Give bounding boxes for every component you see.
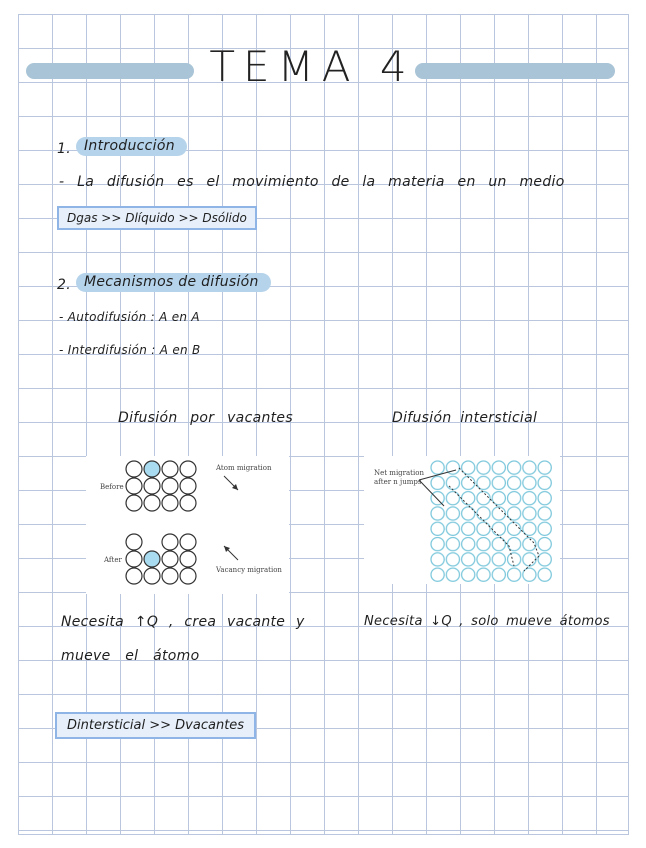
right-figure-note: Necesita ↓Q , solo mueve átomos	[364, 614, 610, 629]
net-migration-label-2: after n jumps	[374, 478, 422, 486]
vacancy-migration-label: Vacancy migration	[216, 566, 282, 574]
section1-text: - La difusión es el movimiento de la materia en un medio	[59, 174, 565, 190]
after-label: After	[104, 556, 122, 564]
before-label: Before	[100, 483, 124, 491]
atom-migration-label: Atom migration	[216, 464, 272, 472]
after-lattice	[126, 534, 196, 584]
section2-number: 2.	[57, 277, 71, 293]
net-migration-label-1: Net migration	[374, 469, 424, 477]
title-bar-right	[415, 63, 615, 79]
page-title: TEMA 4	[209, 42, 415, 91]
left-figure-note-line1: Necesita ↑Q , crea vacante y	[61, 614, 305, 630]
title-bar-left	[26, 63, 194, 79]
section2-item-interdifusion: - Interdifusión : A en B	[59, 343, 201, 357]
section2-heading	[76, 274, 271, 290]
before-lattice	[126, 461, 196, 511]
right-figure-caption: Difusión intersticial	[392, 410, 538, 426]
section1-heading-text: Introducción	[76, 137, 187, 156]
section1-relation-box: Dgas >> Dlíquido >> Dsólido	[57, 206, 257, 230]
left-figure-caption: Difusión por vacantes	[118, 410, 293, 426]
conclusion-box: Dintersticial >> Dvacantes	[55, 712, 256, 739]
left-figure-note-line2: mueve el átomo	[61, 648, 200, 664]
section2-heading-text: Mecanismos de difusión	[76, 273, 271, 292]
interstitial-diffusion-figure	[364, 456, 560, 584]
section1-heading	[76, 138, 187, 154]
vacancy-diffusion-figure	[86, 456, 289, 594]
section2-item-autodifusion: - Autodifusión : A en A	[59, 310, 200, 324]
section1-number: 1.	[57, 141, 71, 157]
